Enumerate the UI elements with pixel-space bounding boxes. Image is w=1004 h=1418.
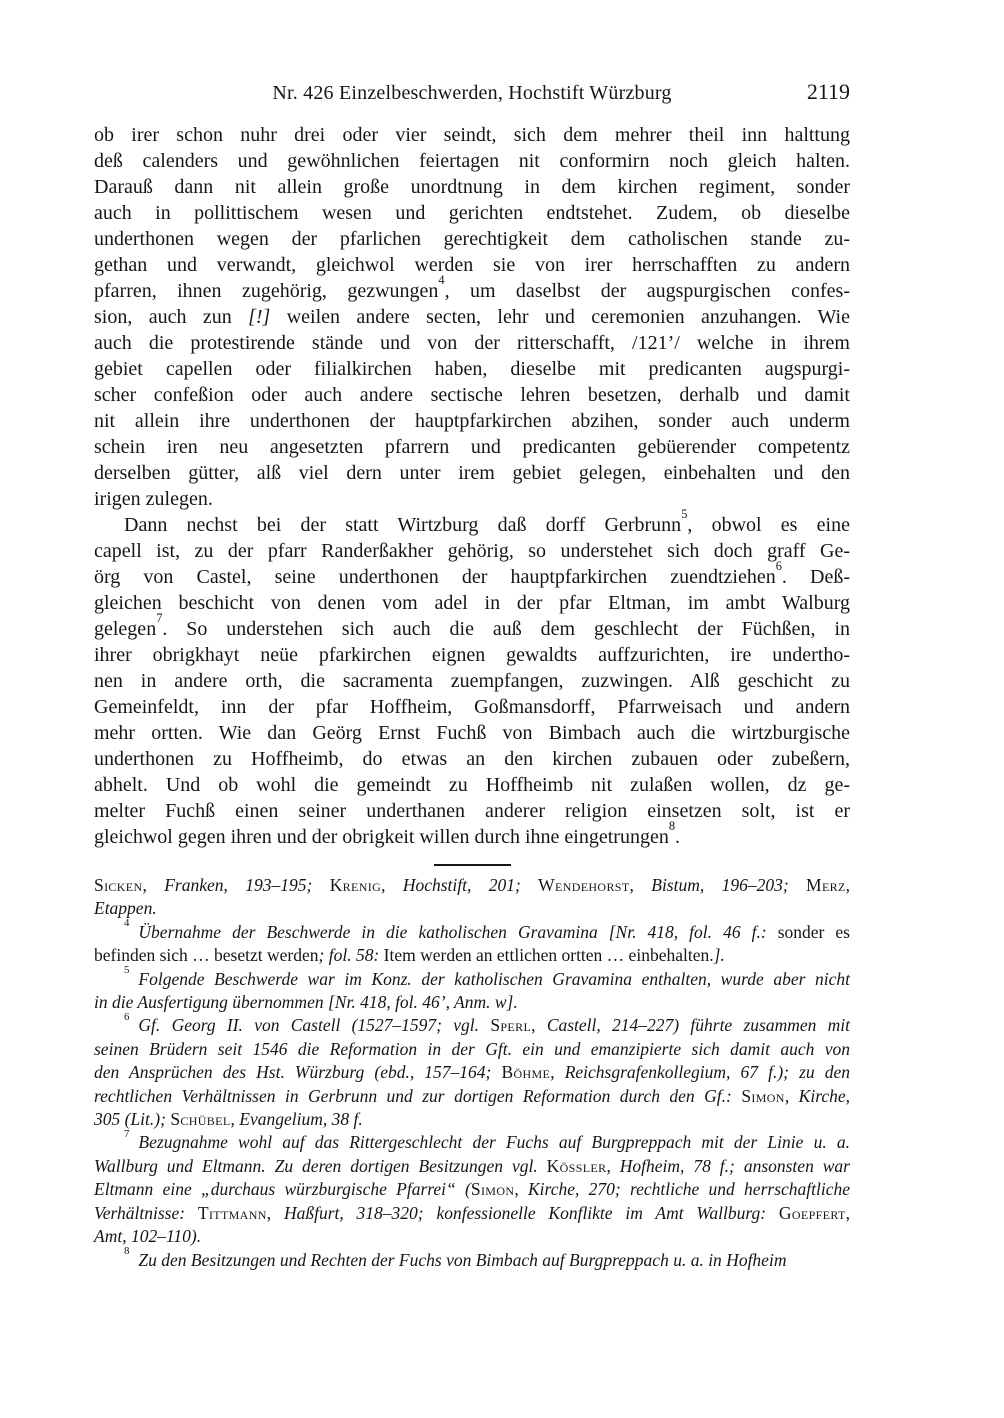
footnote [94,917,850,968]
text-line: gelegen$^7$. So understehen sich auch die auß dem geschlecht der Füchßen, in [94,611,850,640]
text-line: rechtlichen Verhältnissen in Gerbrunn und zur dortigen Reformation durch den Gf.: Simon, Kirche, [94,1085,851,1106]
text-line: Verhältnisse: Tittmann, Haßfurt, 318–320; konfessionelle Konflikte im Amt Wallburg: Goepfert, [94,1202,851,1223]
text-line: abhelt. Und ob wohl die gemeindt zu Hoffheimb nit zulaßen wollen, dz ge- [94,774,850,796]
text-line: auch in pollittischem wesen und gerichten endtstehet. Zudem, ob dieselbe [94,202,850,224]
text-column [94,79,851,1272]
text-line: gleichwol gegen ihren und der obrigkeit willen durch ihne eingetrungen$^8$. [94,819,681,848]
footnote-number: 7 [124,1128,130,1141]
text-line: $^4$ Übernahme der Beschwerde in die katholischen Gravamina [Nr. 418, fol. 46 f.: sonder es [124,917,850,942]
text-line: befinden sich … besetzt werden; fol. 58: Item werden an ettlichen ortten … einbehalten.]. [94,945,725,966]
text-line: sion, auch zun [!] weilen andere secten, lehr und ceremonien anzuhangen. Wie [94,306,850,328]
text-line: Gemeinfeldt, inn der pfar Hoffheim, Goßmansdorff, Pfarrweisach und andern [94,696,850,718]
text-line: $^8$ Zu den Besitzungen und Rechten der Fuchs von Bimbach auf Burgpreppach u. a. in Hofheim [124,1245,787,1270]
text-line: deß calenders und gewöhnlichen feiertagen nit conformirn noch gleich halten. [94,150,850,172]
text-line: Eltmann eine „durchaus würzburgische Pfarrei“ (Simon, Kirche, 270; rechtliche und herrschaftliche [94,1179,851,1200]
footnote [94,1011,851,1131]
footnotes [94,874,850,1272]
paragraph [94,122,850,512]
text-line: Sicken, Franken, 193–195; Krenig, Hochstift, 201; Wendehorst, Bistum, 196–203; Merz, [94,875,851,895]
page-number: 2119 [806,79,850,104]
text-line: auch die protestirende stände und von der ritterschafft, /121’/ welche in ihrem [94,332,850,354]
text-line: nen in andere orth, die sacramenta zuempfangen, zuzwingen. Alß geschicht zu [94,670,850,692]
text-line: mehr ortten. Wie dan Geörg Ernst Fuchß von Bimbach auch die wirtzburgische [94,722,850,744]
text-line: capell ist, zu der pfarr Randerßakher gehörig, so understehet sich doch graff Ge- [94,540,850,562]
text-line: Darauß dann nit allein große unordtnung in dem kirchen regiment, sonder [94,176,850,198]
text-line: irigen zulegen. [94,488,213,510]
running-head [94,79,850,108]
running-head-title: Nr. 426 Einzelbeschwerden, Hochstift Würzburg [272,82,672,104]
text-line: nit allein ihre underthonen der hauptpfarkirchen abzihen, sonder auch underm [94,410,850,432]
text-line: scher confeßion oder auch andere sectische lehren besetzen, derhalb und damit [94,384,850,406]
text-line: ob irer schon nuhr drei oder vier seindt, sich dem mehrer theil inn halttung [94,124,850,146]
footnote [94,1245,850,1272]
footnote [94,964,850,1015]
paragraph [94,507,850,850]
footnote [94,1128,851,1248]
footnote-number: 6 [124,1011,130,1024]
text-line: örg von Castel, seine underthonen der hauptpfarkirchen zuendtziehen$^6$. Deß- [94,559,850,588]
text-line: den Ansprüchen des Hst. Würzburg (ebd., 157–164; Böhme, Reichsgrafenkollegium, 67 f.); zu den [94,1062,850,1083]
text-line: gethan und verwandt, gleichwol werden sie von irer herrschafften zu andern [94,254,850,276]
footnote-number: 4 [124,917,130,930]
text-line: $^6$ Gf. Georg II. von Castell (1527–1597; vgl. Sperl, Castell, 214–227) führte zusammen mit [124,1011,851,1036]
text-line: $^5$ Folgende Beschwerde war im Konz. der katholischen Gravamina enthalten, wurde aber nicht [124,964,850,989]
text-line: $^7$ Bezugnahme wohl auf das Rittergeschlecht der Fuchs auf Burgpreppach mit der Linie u. a. [124,1128,850,1153]
text-line: ihrer obrigkhayt neüe pfarkirchen eignen gewaldts auffzurichten, ire undertho- [94,644,850,666]
text-line: Dann nechst bei der statt Wirtzburg daß dorff Gerbrunn$^5$, obwol es eine [124,507,850,536]
text-line: Etappen. [94,898,157,919]
footnote [94,874,850,921]
text-line: pfarren, ihnen zugehörig, gezwungen$^4$, um daselbst der augspurgischen confes- [94,273,850,302]
text-line: underthonen wegen der pfarlichen gerechtigkeit dem catholischen stande zu- [94,228,850,250]
text-line: underthonen zu Hoffheimb, do etwas an den kirchen zubauen oder zubeßern, [94,748,850,770]
text-line: seinen Brüdern seit 1546 die Reformation in der Gft. ein und emanzipierte sich damit auch von [94,1038,850,1059]
text-line: 305 (Lit.); Schübel, Evangelium, 38 f. [94,1109,363,1130]
footnote-number: 5 [124,964,130,977]
text-line: derselben gütter, alß viel dern unter irem gebiet gelegen, einbehalten und den [94,462,850,484]
text-line: gebiet capellen oder filialkirchen haben, dieselbe mit predicanten augspurgi- [94,358,850,380]
body-text [94,122,850,850]
text-line: Wallburg und Eltmann. Zu deren dortigen Besitzungen vgl. Kössler, Hofheim, 78 f.; ansonsten war [94,1155,850,1176]
text-line: in die Ausfertigung übernommen [Nr. 418, fol. 46’, Anm. w]. [94,992,518,1013]
text-line: gleichen beschicht von denen vom adel in der pfar Eltman, im ambt Walburg [94,592,850,614]
footnote-number: 8 [124,1245,130,1258]
footnote-separator [434,864,511,866]
text-line: schein iren neu angesetzten pfarrern und predicanten gebüerender competentz [94,436,850,458]
text-line: Amt, 102–110). [94,1226,202,1247]
text-line: melter Fuchß einen seiner underthanen anderer religion einsetzen solt, ist er [94,800,850,822]
